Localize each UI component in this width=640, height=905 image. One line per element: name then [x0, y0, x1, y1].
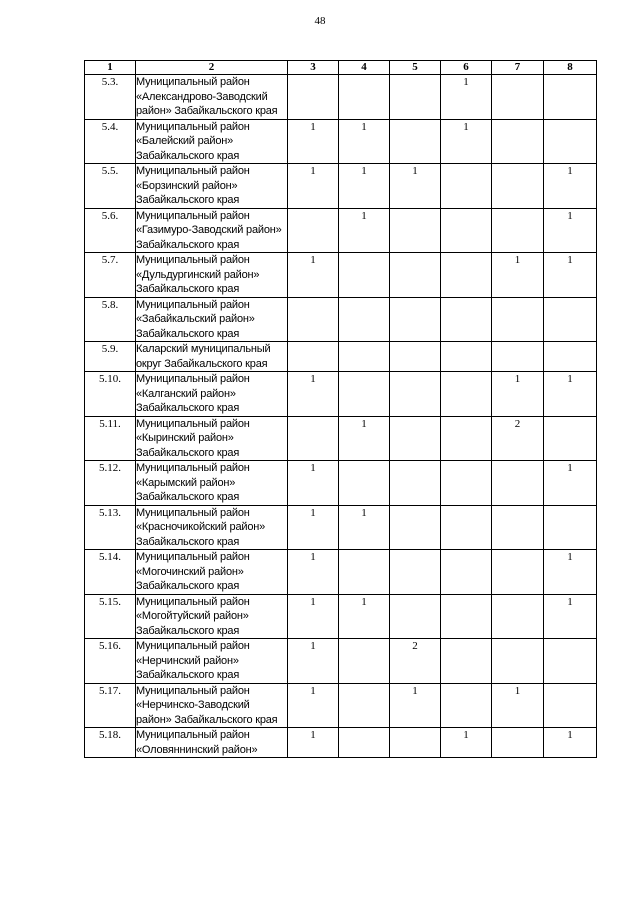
municipality-name: Муниципальный район «Калганский район» Забайкальского края — [136, 372, 288, 417]
value-cell-col-3: 1 — [288, 461, 339, 506]
municipality-name: Муниципальный район «Александрово-Заводский район» Забайкальского края — [136, 75, 288, 120]
value-cell-col-8 — [544, 119, 597, 164]
municipality-name: Муниципальный район «Нерчинско-Заводский район» Забайкальского края — [136, 683, 288, 728]
value-cell-col-7 — [492, 728, 544, 758]
value-cell-col-5 — [390, 728, 441, 758]
value-cell-col-5 — [390, 119, 441, 164]
value-cell-col-7: 2 — [492, 416, 544, 461]
value-cell-col-6: 1 — [441, 728, 492, 758]
header-cell: 4 — [339, 61, 390, 75]
row-number: 5.18. — [85, 728, 136, 758]
value-cell-col-7 — [492, 119, 544, 164]
value-cell-col-7 — [492, 75, 544, 120]
value-cell-col-3 — [288, 208, 339, 253]
value-cell-col-6 — [441, 253, 492, 298]
value-cell-col-5: 2 — [390, 639, 441, 684]
municipality-name: Муниципальный район «Балейский район» Забайкальского края — [136, 119, 288, 164]
value-cell-col-8: 1 — [544, 208, 597, 253]
municipality-name: Муниципальный район «Могойтуйский район» Забайкальского края — [136, 594, 288, 639]
value-cell-col-7 — [492, 342, 544, 372]
row-number: 5.9. — [85, 342, 136, 372]
value-cell-col-5 — [390, 342, 441, 372]
value-cell-col-6 — [441, 416, 492, 461]
table-row — [85, 208, 597, 253]
value-cell-col-6: 1 — [441, 75, 492, 120]
table-row — [85, 372, 597, 417]
table-row — [85, 297, 597, 342]
municipality-name: Муниципальный район «Могочинский район» Забайкальского края — [136, 550, 288, 595]
value-cell-col-7 — [492, 461, 544, 506]
municipality-name: Муниципальный район «Газимуро-Заводский район» Забайкальского края — [136, 208, 288, 253]
value-cell-col-4 — [339, 342, 390, 372]
value-cell-col-4 — [339, 253, 390, 298]
value-cell-col-4: 1 — [339, 164, 390, 209]
table-row — [85, 639, 597, 684]
value-cell-col-3: 1 — [288, 372, 339, 417]
value-cell-col-5 — [390, 253, 441, 298]
value-cell-col-4 — [339, 75, 390, 120]
value-cell-col-5 — [390, 416, 441, 461]
value-cell-col-5: 1 — [390, 164, 441, 209]
value-cell-col-3: 1 — [288, 505, 339, 550]
value-cell-col-3 — [288, 297, 339, 342]
data-table — [84, 60, 597, 758]
value-cell-col-8 — [544, 342, 597, 372]
value-cell-col-3: 1 — [288, 728, 339, 758]
value-cell-col-6 — [441, 461, 492, 506]
table-row — [85, 683, 597, 728]
row-number: 5.7. — [85, 253, 136, 298]
table-row — [85, 594, 597, 639]
value-cell-col-5 — [390, 594, 441, 639]
value-cell-col-4: 1 — [339, 208, 390, 253]
municipality-name: Муниципальный район «Нерчинский район» Забайкальского края — [136, 639, 288, 684]
row-number: 5.3. — [85, 75, 136, 120]
municipality-name: Муниципальный район «Кыринский район» Забайкальского края — [136, 416, 288, 461]
value-cell-col-5 — [390, 550, 441, 595]
value-cell-col-5 — [390, 372, 441, 417]
value-cell-col-6 — [441, 639, 492, 684]
municipality-name: Муниципальный район «Борзинский район» Забайкальского края — [136, 164, 288, 209]
row-number: 5.5. — [85, 164, 136, 209]
row-number: 5.10. — [85, 372, 136, 417]
table-row — [85, 164, 597, 209]
value-cell-col-8 — [544, 683, 597, 728]
value-cell-col-4: 1 — [339, 594, 390, 639]
value-cell-col-5 — [390, 208, 441, 253]
value-cell-col-4 — [339, 639, 390, 684]
value-cell-col-5 — [390, 297, 441, 342]
value-cell-col-8: 1 — [544, 594, 597, 639]
header-cell: 7 — [492, 61, 544, 75]
value-cell-col-6 — [441, 208, 492, 253]
table-row — [85, 461, 597, 506]
municipality-name: Муниципальный район «Забайкальский район» Забайкальского края — [136, 297, 288, 342]
municipality-name: Муниципальный район «Дульдургинский район» Забайкальского края — [136, 253, 288, 298]
value-cell-col-3 — [288, 416, 339, 461]
value-cell-col-6: 1 — [441, 119, 492, 164]
table-row — [85, 505, 597, 550]
value-cell-col-4 — [339, 728, 390, 758]
value-cell-col-6 — [441, 683, 492, 728]
value-cell-col-8: 1 — [544, 253, 597, 298]
value-cell-col-6 — [441, 164, 492, 209]
value-cell-col-4 — [339, 461, 390, 506]
value-cell-col-8 — [544, 75, 597, 120]
row-number: 5.16. — [85, 639, 136, 684]
header-cell: 6 — [441, 61, 492, 75]
value-cell-col-3: 1 — [288, 594, 339, 639]
value-cell-col-4 — [339, 550, 390, 595]
value-cell-col-4 — [339, 372, 390, 417]
row-number: 5.11. — [85, 416, 136, 461]
header-cell: 3 — [288, 61, 339, 75]
header-cell: 5 — [390, 61, 441, 75]
value-cell-col-6 — [441, 372, 492, 417]
value-cell-col-7 — [492, 208, 544, 253]
value-cell-col-7: 1 — [492, 253, 544, 298]
table-row — [85, 550, 597, 595]
row-number: 5.4. — [85, 119, 136, 164]
table-row — [85, 416, 597, 461]
value-cell-col-6 — [441, 594, 492, 639]
value-cell-col-4 — [339, 297, 390, 342]
value-cell-col-3 — [288, 75, 339, 120]
table-row — [85, 253, 597, 298]
value-cell-col-7 — [492, 550, 544, 595]
value-cell-col-3: 1 — [288, 164, 339, 209]
value-cell-col-3: 1 — [288, 639, 339, 684]
header-cell: 1 — [85, 61, 136, 75]
value-cell-col-8 — [544, 416, 597, 461]
municipality-name: Каларский муниципальный округ Забайкальского края — [136, 342, 288, 372]
municipality-name: Муниципальный район «Красночикойский район» Забайкальского края — [136, 505, 288, 550]
header-cell: 2 — [136, 61, 288, 75]
value-cell-col-4: 1 — [339, 416, 390, 461]
value-cell-col-5 — [390, 461, 441, 506]
row-number: 5.13. — [85, 505, 136, 550]
value-cell-col-3: 1 — [288, 550, 339, 595]
value-cell-col-5 — [390, 75, 441, 120]
row-number: 5.6. — [85, 208, 136, 253]
row-number: 5.14. — [85, 550, 136, 595]
value-cell-col-8 — [544, 639, 597, 684]
municipality-name: Муниципальный район «Карымский район» Забайкальского края — [136, 461, 288, 506]
value-cell-col-7: 1 — [492, 683, 544, 728]
value-cell-col-7: 1 — [492, 372, 544, 417]
value-cell-col-4: 1 — [339, 119, 390, 164]
header-cell: 8 — [544, 61, 597, 75]
header-row — [85, 61, 597, 75]
value-cell-col-3: 1 — [288, 253, 339, 298]
value-cell-col-3: 1 — [288, 683, 339, 728]
table-body — [85, 61, 597, 758]
row-number: 5.8. — [85, 297, 136, 342]
row-number: 5.17. — [85, 683, 136, 728]
municipality-name: Муниципальный район «Оловяннинский район» — [136, 728, 288, 758]
table-row — [85, 119, 597, 164]
table-row — [85, 75, 597, 120]
value-cell-col-5 — [390, 505, 441, 550]
value-cell-col-4: 1 — [339, 505, 390, 550]
value-cell-col-7 — [492, 505, 544, 550]
value-cell-col-6 — [441, 342, 492, 372]
value-cell-col-8: 1 — [544, 372, 597, 417]
value-cell-col-6 — [441, 297, 492, 342]
value-cell-col-3 — [288, 342, 339, 372]
value-cell-col-8: 1 — [544, 728, 597, 758]
value-cell-col-6 — [441, 505, 492, 550]
value-cell-col-8 — [544, 505, 597, 550]
value-cell-col-5: 1 — [390, 683, 441, 728]
value-cell-col-8 — [544, 297, 597, 342]
value-cell-col-8: 1 — [544, 550, 597, 595]
value-cell-col-7 — [492, 164, 544, 209]
value-cell-col-3: 1 — [288, 119, 339, 164]
value-cell-col-7 — [492, 594, 544, 639]
table-row — [85, 342, 597, 372]
table-row — [85, 728, 597, 758]
value-cell-col-7 — [492, 297, 544, 342]
value-cell-col-8: 1 — [544, 164, 597, 209]
value-cell-col-7 — [492, 639, 544, 684]
row-number: 5.15. — [85, 594, 136, 639]
value-cell-col-8: 1 — [544, 461, 597, 506]
value-cell-col-6 — [441, 550, 492, 595]
value-cell-col-4 — [339, 683, 390, 728]
row-number: 5.12. — [85, 461, 136, 506]
page-number: 48 — [314, 15, 326, 27]
